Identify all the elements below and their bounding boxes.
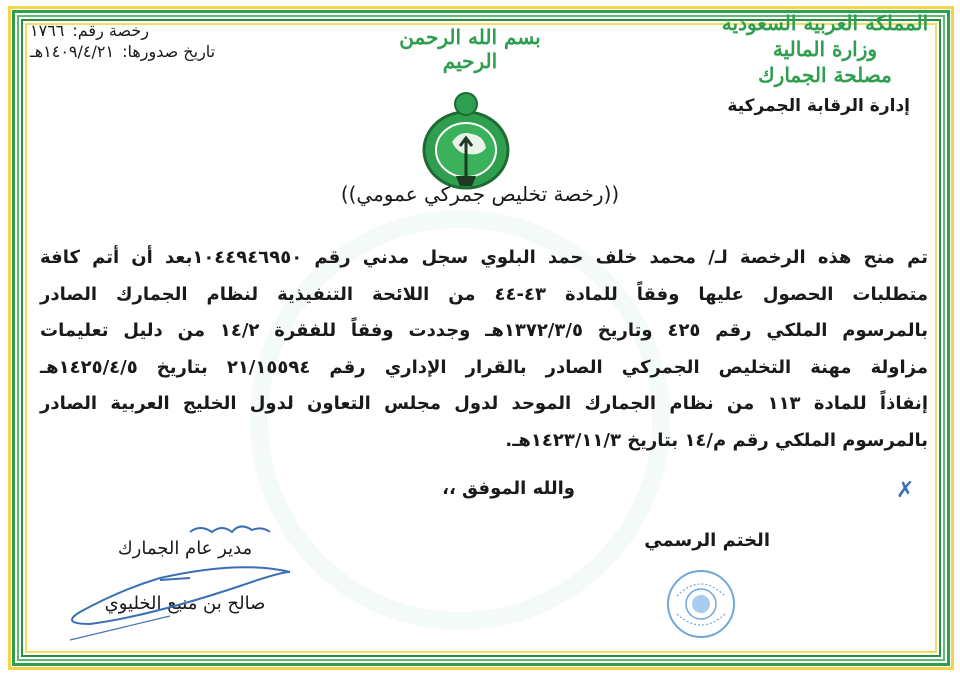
license-info	[30, 20, 270, 62]
signatory-name: صالح بن منيع الخليوي	[104, 593, 266, 614]
customs-emblem-icon	[412, 90, 520, 190]
license-number-value: ١٧٦٦	[30, 21, 65, 40]
stamp-label: الختم الرسمي	[644, 530, 770, 551]
license-number-label: رخصة رقم:	[72, 21, 149, 40]
department-name: إدارة الرقابة الجمركية	[727, 96, 910, 116]
body-line: متطلبات الحصول عليها وفقاً للمادة ٤٣-٤٤ من اللائحة التنفيذية لنظام الجمارك الصادر	[40, 283, 928, 305]
body-line: مزاولة مهنة التخليص الجمركي الصادر بالقرار الإداري رقم ٢١/١٥٥٩٤ بتاريخ ١٤٢٥/٤/٥هـ	[40, 356, 928, 378]
body-line: إنفاذاً للمادة ١١٣ من نظام الجمارك الموحد لدول مجلس التعاون لدول الخليج العربية الصادر	[40, 393, 928, 414]
body-line: بالمرسوم الملكي رقم م/١٤ بتاريخ ١٤٢٣/١١/٣هـ.	[505, 429, 928, 451]
body-line: بالمرسوم الملكي رقم ٤٢٥ وتاريخ ١٣٧٢/٣/٥هـ وجددت وفقاً للفقرة ١٤/٢ من دليل تعليمات	[40, 320, 928, 341]
kingdom-name: المملكة العربية السعودية	[721, 11, 929, 35]
document-title: ((رخصة تخليص جمركي عمومي))	[340, 182, 620, 206]
signature-block	[40, 520, 330, 614]
closing-phrase: والله الموفق ،،	[442, 478, 575, 499]
license-body	[40, 240, 928, 459]
signatory-title: مدير عام الجمارك	[117, 538, 253, 559]
issue-date-row	[30, 41, 270, 62]
official-stamp-icon	[665, 568, 737, 640]
ministry-name: وزارة المالية	[772, 37, 878, 61]
official-stamp-block	[620, 530, 820, 551]
basmala: بسم الله الرحمن الرحيم	[399, 25, 541, 73]
issue-date-value: ١٤٠٩/٤/٢١هـ	[30, 42, 115, 61]
body-line: تم منح هذه الرخصة لـ/ محمد خلف حمد البلوي سجل مدني رقم ١٠٤٤٩٤٦٩٥٠بعد أن أتم كافة	[40, 247, 928, 268]
ministry-header	[720, 10, 930, 116]
handwritten-x-mark: ✗	[896, 478, 915, 503]
license-number-row	[30, 20, 270, 41]
customs-authority-name: مصلحة الجمارك	[758, 63, 892, 87]
issue-date-label: تاريخ صدورها:	[122, 42, 216, 61]
